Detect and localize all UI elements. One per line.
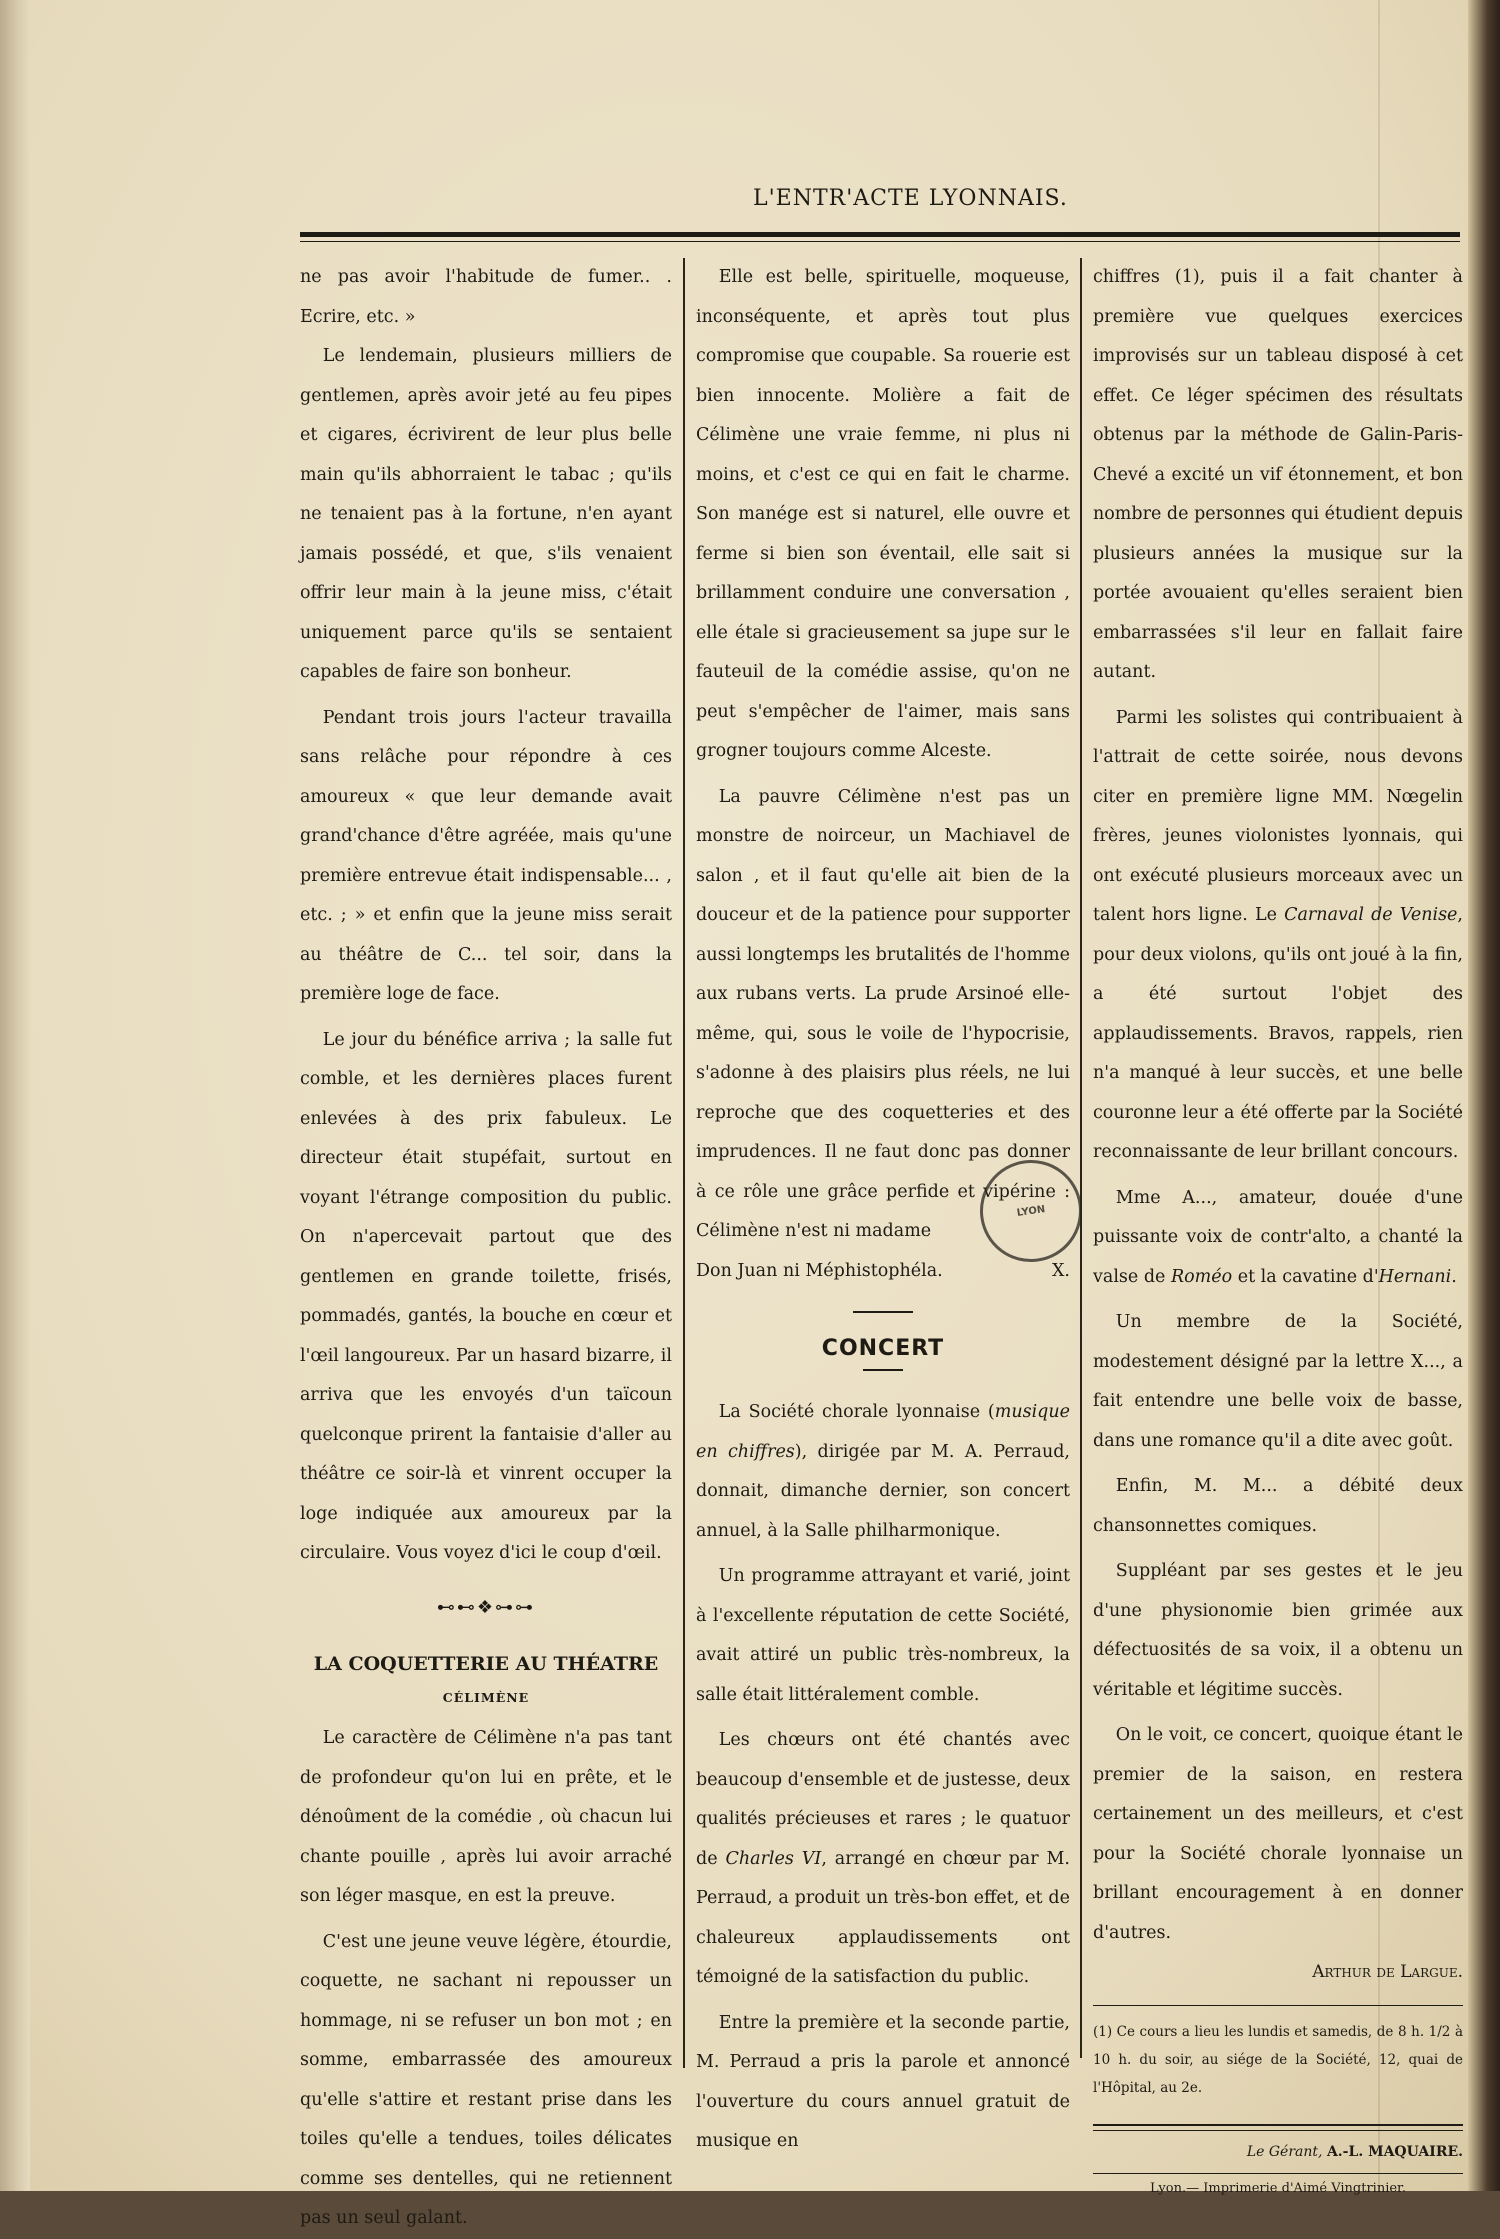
paragraph: ne pas avoir l'habitude de fumer.. . Ecrire, etc. »: [300, 267, 672, 327]
binding-edge: [0, 0, 30, 2191]
concert-title: CONCERT: [821, 1336, 945, 1361]
article-signature: Arthur de Largue.: [1312, 1962, 1463, 1982]
signoff-text: Don Juan ni Méphistophéla.: [696, 1260, 943, 1281]
column-divider-2: [1080, 258, 1082, 2058]
gerant-name: A.-L. MAQUAIRE.: [1326, 2143, 1463, 2160]
paragraph: La Société chorale lyonnaise (musique en chiffres), dirigée par M. A. Perraud, donnait, dimanche dernier, son concert annuel, à la Salle philharmonique.: [696, 1402, 1070, 1541]
paragraph: Parmi les solistes qui contribuaient à l'attrait de cette soirée, nous devons citer en première ligne MM. Nœgelin frères, jeunes violonistes lyonnais, qui ont exécuté plusieurs morceaux avec un talent hors ligne. Le Carnaval de Venise, pour deux violons, qu'ils ont joué à la fin, a été surtout l'objet des applaudissements. Bravos, rappels, rien n'a manqué à leur succès, et une belle couronne leur a été offerte par la Société reconnaissante de leur brillant concours.: [1093, 707, 1463, 1162]
paragraph: Mme A..., amateur, douée d'une puissante voix de contr'alto, a chanté la valse de Roméo et la cavatine d'Hernani.: [1093, 1187, 1463, 1287]
paragraph: On le voit, ce concert, quoique étant le premier de la saison, en restera certainement un des meilleurs, et c'est pour la Société chorale lyonnaise un brillant encouragement à en donner d'autres.: [1093, 1725, 1463, 1943]
paragraph: Enfin, M. M... a débité deux chansonnettes comiques.: [1093, 1476, 1463, 1536]
paragraph: C'est une jeune veuve légère, étourdie, coquette, ne sachant ni repousser un hommage, ni se refuser un bon mot ; en somme, embarrassée des amoureux qu'elle s'attire et restant prise dans les toiles qu'elle a tendues, toiles délicates comme ses dentelles, qui ne retiennent pas un seul galant.: [300, 1931, 672, 2228]
section-subtitle: CÉLIMÈNE: [442, 1690, 530, 1705]
paragraph: chiffres (1), puis il a fait chanter à première vue quelques exercices improvisés sur un tableau disposé à cet effet. Ce léger spécimen des résultats obtenus par la méthode de Galin-Paris-Chevé a excité un vif étonnement, et bon nombre de personnes qui étudient depuis plusieurs années la musique sur la portée avouaient qu'elles seraient bien embarrassées s'il leur en fallait faire autant.: [1093, 267, 1463, 682]
paragraph: Un programme attrayant et varié, joint à l'excellente réputation de cette Société, avait attiré un public très-nombreux, la salle était littéralement comble.: [696, 1566, 1070, 1705]
header-rule-thick: [300, 232, 1460, 237]
gerant-label: Le Gérant,: [1246, 2143, 1323, 2160]
paragraph: Suppléant par ses gestes et le jeu d'une physionomie bien grimée aux défectuosités de sa voix, il a obtenu un véritable et légitime succès.: [1093, 1561, 1463, 1700]
section-title: LA COQUETTERIE AU THÉATRE: [313, 1653, 659, 1675]
paragraph: Pendant trois jours l'acteur travailla sans relâche pour répondre à ces amoureux « que leur demande avait grand'chance d'être agréée, mais qu'une première entrevue était indispensable... , etc. ; » et enfin que la jeune miss serait au théâtre de C... tel soir, dans la première loge de face.: [300, 707, 672, 1004]
imprimerie-line: Lyon.— Imprimerie d'Aimé Vingtrinier.: [1093, 2173, 1463, 2204]
imprint-rule: [1093, 2124, 1463, 2131]
footnote: (1) Ce cours a lieu les lundis et samedis, de 8 h. 1/2 à 10 h. du soir, au siége de la Société, 12, quai de l'Hôpital, au 2e.: [1093, 2023, 1463, 2096]
paragraph: Le jour du bénéfice arriva ; la salle fut comble, et les dernières places furent enlevées à des prix fabuleux. Le directeur était stupéfait, surtout en voyant l'étrange composition du public. On n'apercevait partout que des gentlemen en grande toilette, frisés, pommadés, gantés, la bouche en cœur et l'œil langoureux. Par un hasard bizarre, il arriva que les envoyés d'un taïcoun quelconque prirent la fantaisie d'aller au théâtre ce soir-là et vinrent occuper la loge indiquée aux amoureux par la circulaire. Vous voyez d'ici le coup d'œil.: [300, 1029, 672, 1563]
running-head: L'ENTR'ACTE LYONNAIS.: [753, 186, 1068, 211]
paragraph: Un membre de la Société, modestement désigné par la lettre X..., a fait entendre une belle voix de basse, dans une romance qu'il a dite avec goût.: [1093, 1312, 1463, 1451]
column-3: [1093, 258, 1463, 2204]
paragraph: La pauvre Célimène n'est pas un monstre de noirceur, un Machiavel de salon , et il faut qu'elle ait bien de la douceur et de la patience pour supporter aussi longtemps les brutalités de l'homme aux rubans verts. La prude Arsinoé elle-même, qui, sous le voile de l'hypocrisie, s'adonne à des plaisirs plus réels, ne lui reproche que des coquetteries et des imprudences. Il ne faut donc pas donner à ce rôle une grâce perfide et vipérine : Célimène n'est ni madame: [696, 786, 1070, 1241]
footnote-rule: [1093, 2005, 1463, 2006]
ornament-divider: ⊷⊷❖⊶⊶: [436, 1596, 536, 1618]
header-rule-thin: [300, 241, 1460, 242]
signoff-author: X.: [1051, 1260, 1070, 1281]
column-1: [300, 258, 672, 2239]
paragraph: Elle est belle, spirituelle, moqueuse, inconséquente, et après tout plus compromise que coupable. Sa rouerie est bien innocente. Molière a fait de Célimène une vraie femme, ni plus ni moins, et c'est ce qui en fait le charme. Son manége est si naturel, elle ouvre et ferme si bien son éventail, elle sait si brillamment conduire une conversation , elle étale si gracieusement sa jupe sur le fauteuil de la comédie assise, qu'on ne peut s'empêcher de l'aimer, mais sans grogner toujours comme Alceste.: [696, 267, 1070, 761]
paragraph: Les chœurs ont été chantés avec beaucoup d'ensemble et de justesse, deux qualités précieuses et rares ; le quatuor de Charles VI, arrangé en chœur par M. Perraud, a produit un très-bon effet, et de chaleureux applaudissements ont témoigné de la satisfaction du public.: [696, 1730, 1070, 1987]
short-rule: [853, 1311, 913, 1313]
paragraph: Entre la première et la seconde partie, M. Perraud a pris la parole et annoncé l'ouverture du cours annuel gratuit de musique en: [696, 2012, 1070, 2151]
page-edge: [1468, 0, 1500, 2191]
column-divider-1: [683, 258, 685, 2068]
gerant-line: [1093, 2137, 1463, 2167]
paragraph: Le caractère de Célimène n'a pas tant de profondeur qu'on lui en prête, et le dénoûment de la comédie , où chacun lui chante pouille , après lui avoir arraché son léger masque, en est la preuve.: [300, 1728, 672, 1906]
stamp-text: LYON: [1016, 1203, 1046, 1219]
paragraph: Le lendemain, plusieurs milliers de gentlemen, après avoir jeté au feu pipes et cigares, écrivirent de leur plus belle main qu'ils abhorraient le tabac ; qu'ils ne tenaient pas à la fortune, n'en ayant jamais possédé, et que, s'ils venaient offrir leur main à la jeune miss, c'était uniquement parce qu'ils se sentaient capables de faire son bonheur.: [300, 346, 672, 682]
